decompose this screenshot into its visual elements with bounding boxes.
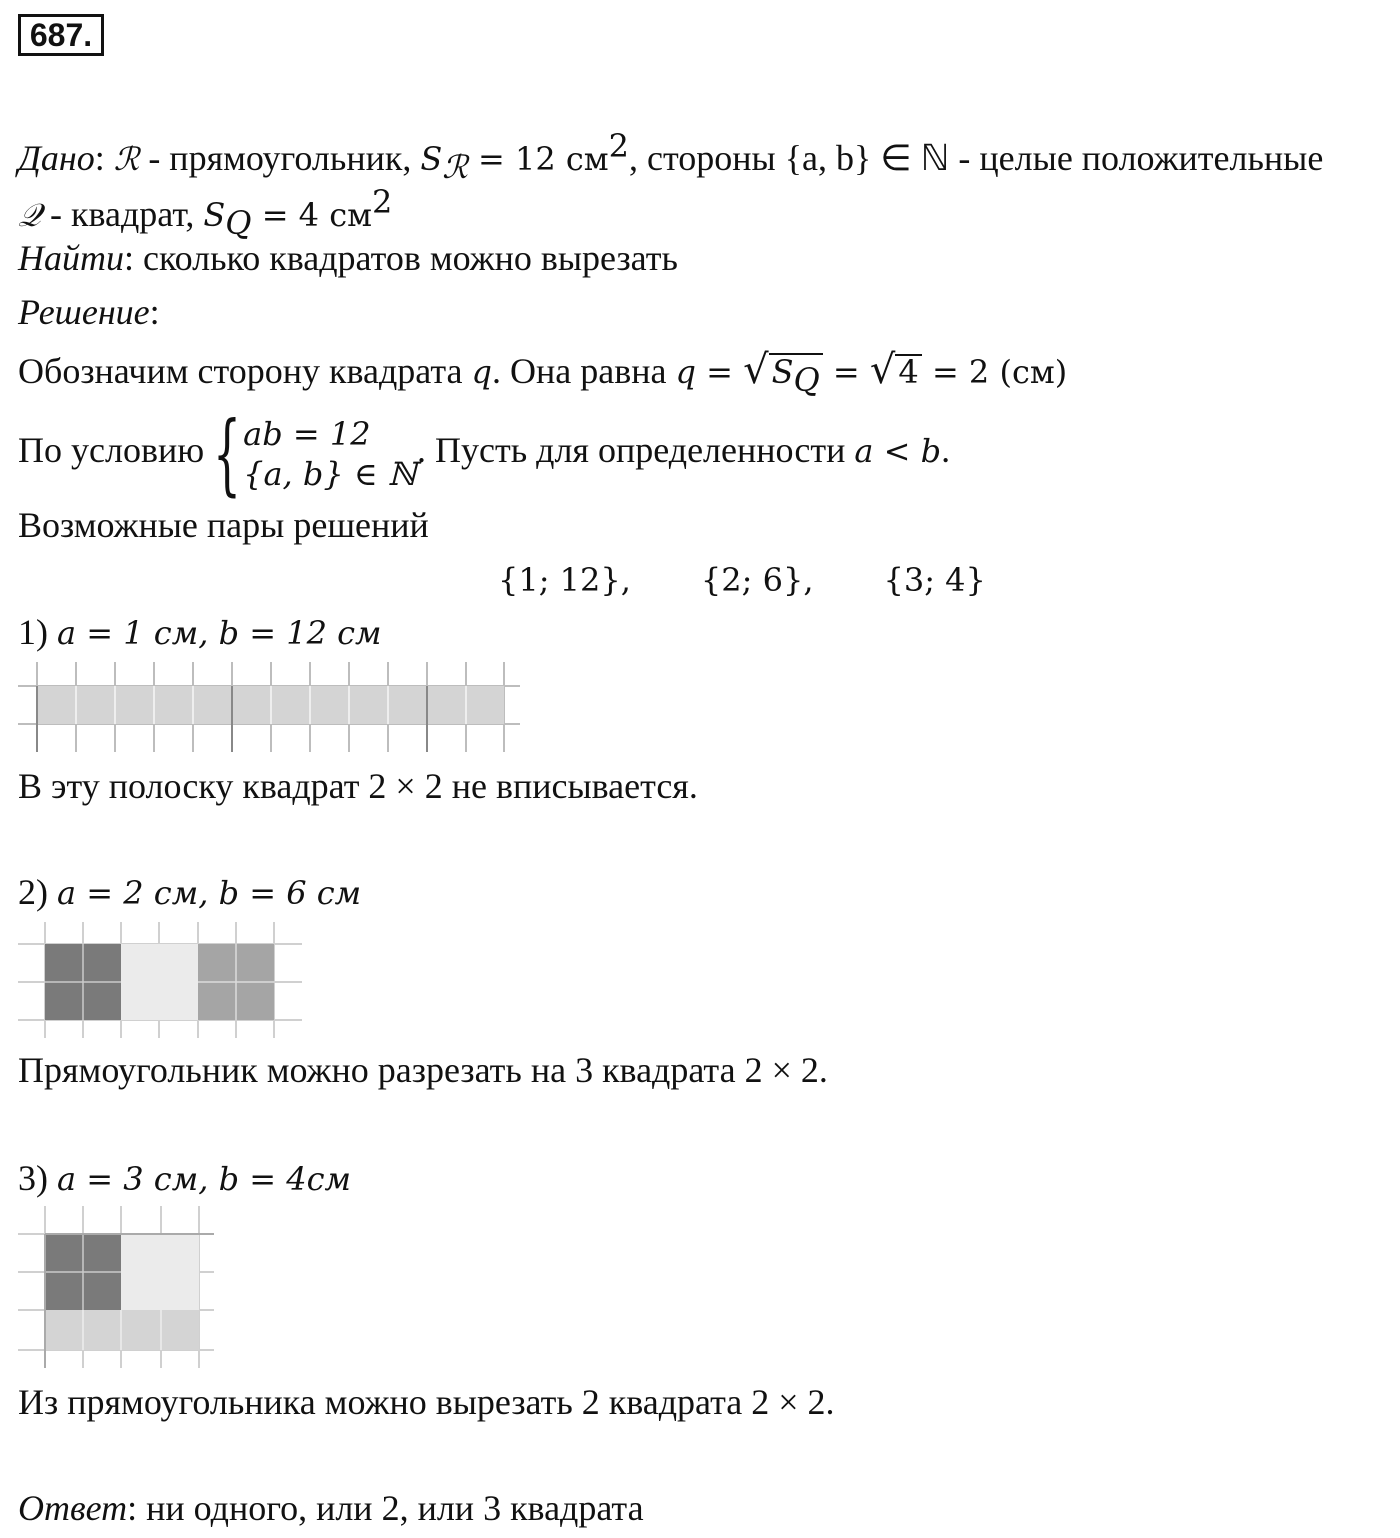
area-rect-symbol: S [420,140,443,178]
given-text-2: , стороны {a, b} ∈ ℕ - целые положительные [629,138,1324,178]
case-3-grid-figure [18,1206,214,1368]
given-text-1: - прямоугольник, [139,138,421,178]
find-text: : сколько квадратов можно вырезать [124,238,678,278]
sqrt-sign-icon-2: √ [869,347,896,393]
given-label: Дано [18,138,95,178]
line2-end: . [941,430,951,470]
find-label: Найти [18,238,124,278]
area-rect-value: = 12 см [467,140,609,178]
line1-text2: . Она равна [491,351,676,391]
case-2-math: a = 2 см, b = 6 см [57,874,362,912]
pair-2: {2; 6}, [700,561,814,599]
line2-inequality: a < b [854,432,942,470]
solution-line-3: Возможные пары решений [18,505,429,545]
case-2-heading [18,872,361,913]
given-line-1: Дано: ℛ - прямоугольник, $S_ℛ = 12$ $см^2$, стороны {a, b} ∈ ℕ - целые положительные [18,127,1324,187]
line2-text: По условию [18,430,214,470]
equation-system [213,401,418,505]
sqrt-sign-icon: √ [743,347,769,393]
area-rect-sub: ℛ [442,148,468,187]
solution-heading [18,292,160,332]
solution-colon: : [149,292,160,332]
area-sq-symbol: S [203,196,226,234]
square-symbol: 𝒬 [18,196,41,234]
line1-q: q [471,353,492,391]
find-line [18,238,678,278]
system-row-2: {a, b} ∈ ℕ [243,454,418,493]
line1-formula-end: = 2 (см) [921,353,1068,391]
pair-3: {3; 4} [883,561,986,599]
given-line-2 [18,182,392,243]
case-2-text: Прямоугольник можно разрезать на 3 квадрата 2 × 2. [18,1050,828,1090]
case-2-square-2 [121,944,198,1020]
case-3-heading [18,1158,351,1199]
case-1-math: a = 1 см, b = 12 см [57,614,382,652]
radicand-sub: Q [793,361,820,400]
area-sq-pow: 2 [372,183,393,221]
case-1-text: В эту полоску квадрат 2 × 2 не вписывается. [18,766,698,806]
sqrt-radicand-sq [769,353,823,400]
brace-icon: { [213,401,242,505]
system-row-1: ab = 12 [243,414,371,453]
answer-label: Ответ [18,1488,128,1528]
solution-line-2 [18,401,951,505]
line1-text: Обозначим сторону квадрата [18,351,472,391]
rect-symbol: ℛ [113,140,140,178]
solution-pairs [498,560,1056,600]
line2-text2: . Пусть для определенности [417,430,855,470]
answer-text: : ни одного, или 2, или 3 квадрата [127,1488,644,1528]
area-sq-sub: Q [225,204,252,243]
case-3-square-2 [121,1234,199,1310]
answer-line [18,1488,644,1528]
case-3-math: a = 3 см, b = 4см [57,1160,352,1198]
case-2-num: 2) [18,872,57,912]
line1-formula-mid: = [822,353,870,391]
case-2-grid-figure [18,922,302,1038]
case-1-num: 1) [18,612,57,652]
given-text-3: - квадрат, [40,194,204,234]
solution-line-1 [18,347,1068,400]
area-sq-value: = 4 см [251,196,373,234]
case-1-grid-figure [18,662,520,752]
case-1-heading [18,612,382,653]
sqrt-radicand-4: 4 [895,354,921,388]
line1-formula-start: q = [675,353,744,391]
case-3-text: Из прямоугольника можно вырезать 2 квадрата 2 × 2. [18,1382,835,1422]
problem-number: 687. [18,14,104,56]
radicand-s: S [771,353,794,391]
area-rect-pow: 2 [608,127,630,165]
pair-1: {1; 12}, [498,561,631,599]
case-3-num: 3) [18,1158,57,1198]
solution-label: Решение [18,292,150,332]
